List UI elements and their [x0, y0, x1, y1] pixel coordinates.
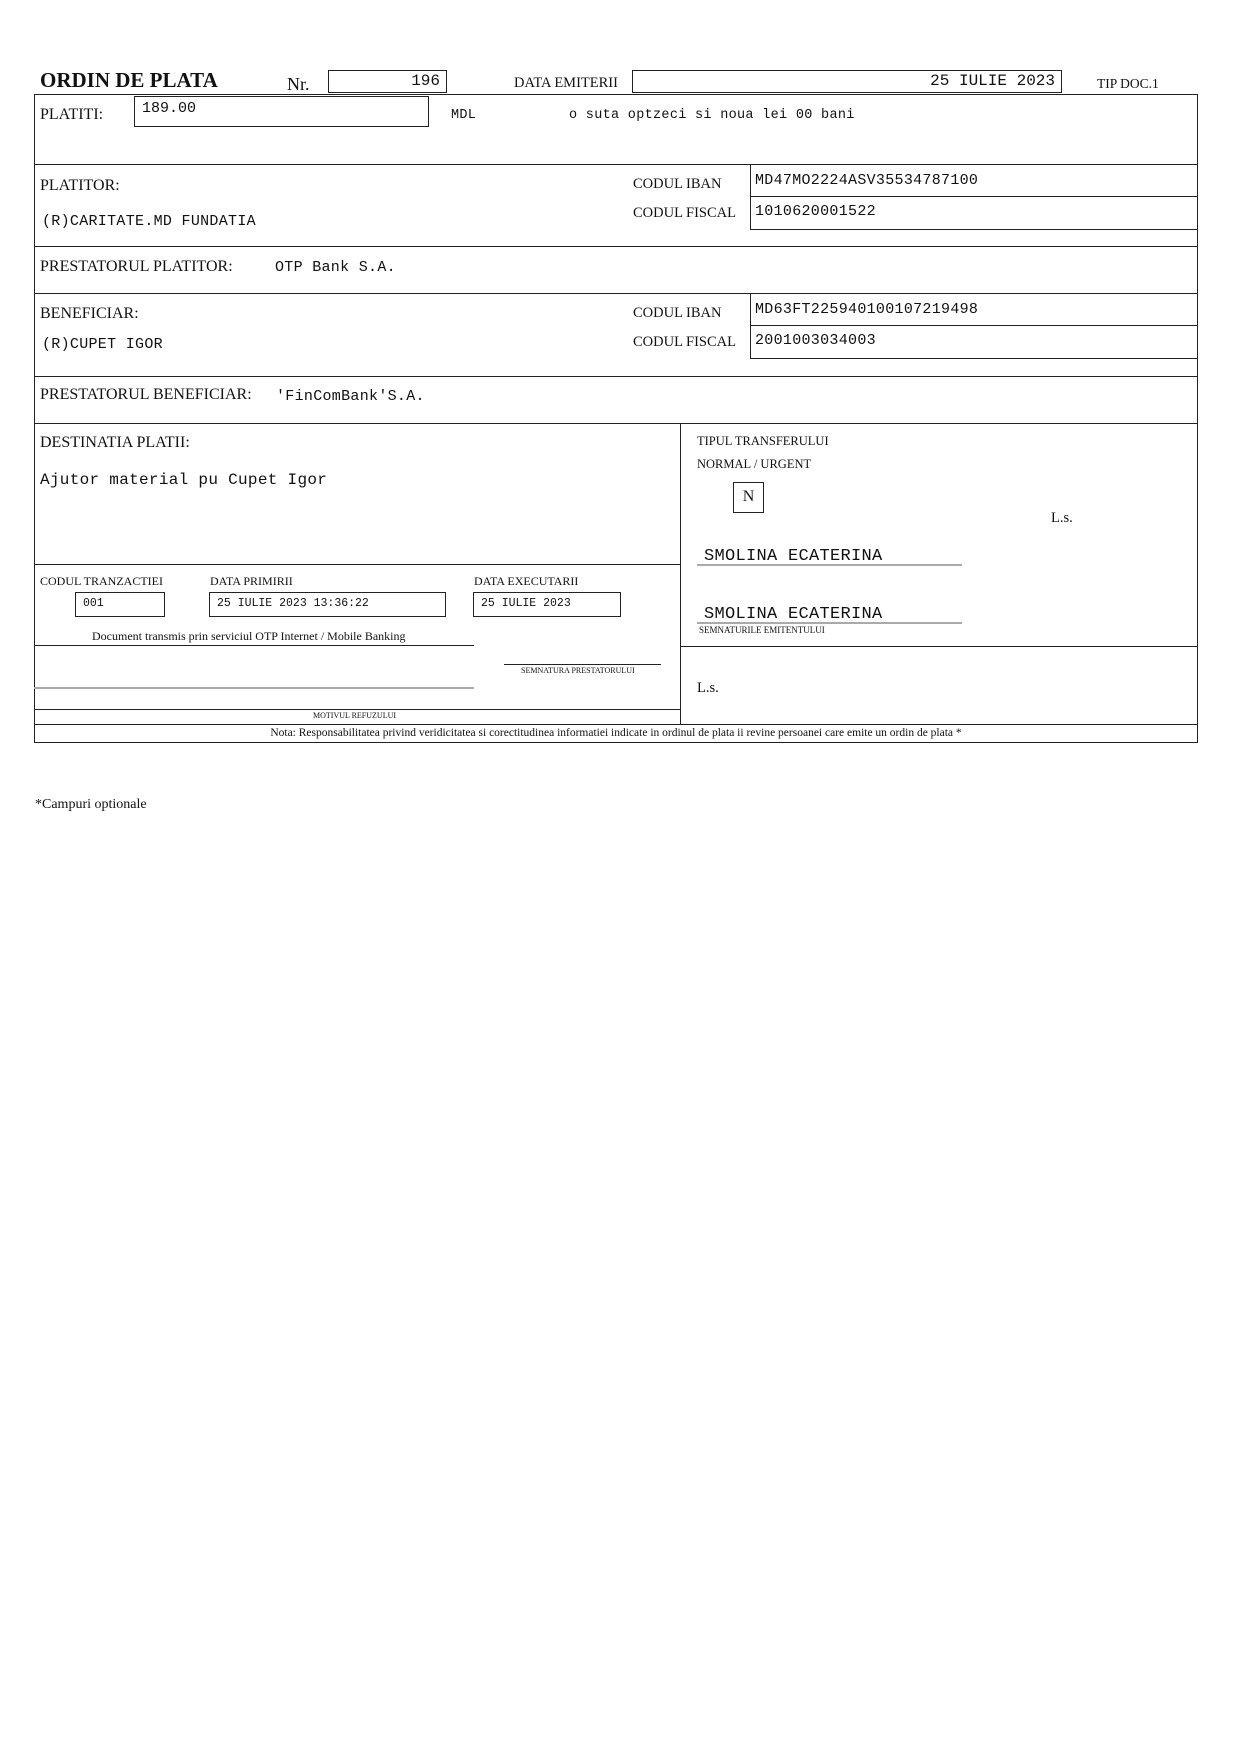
payer-fiscal-value: 1010620001522	[755, 203, 876, 220]
stamp-label: L.s.	[1051, 510, 1073, 526]
divider	[34, 246, 1198, 247]
beneficiary-provider-label: PRESTATORUL BENEFICIAR:	[40, 386, 252, 403]
signature-line	[697, 622, 962, 624]
executed-date-value: 25 IULIE 2023	[481, 597, 571, 610]
signature-name-1: SMOLINA ECATERINA	[704, 547, 883, 566]
provider-signature-label: SEMNATURA PRESTATORULUI	[521, 666, 635, 675]
transfer-type-label: TIPUL TRANSFERULUI	[697, 434, 829, 448]
doc-type-label: TIP DOC.1	[1097, 76, 1159, 91]
signature-line	[34, 687, 474, 689]
divider	[34, 423, 1198, 424]
amount-field	[134, 96, 429, 127]
optional-fields-note: *Campuri optionale	[35, 797, 147, 812]
divider	[680, 423, 681, 724]
beneficiary-provider-value: 'FinComBank'S.A.	[276, 388, 425, 405]
divider	[680, 646, 1198, 647]
payer-iban-value: MD47MO2224ASV35534787100	[755, 172, 979, 189]
beneficiary-fiscal-value: 2001003034003	[755, 332, 876, 349]
divider	[34, 709, 680, 710]
payer-iban-label: CODUL IBAN	[633, 176, 722, 192]
divider	[34, 376, 1198, 377]
payer-label: PLATITOR:	[40, 177, 120, 194]
destination-value: Ajutor material pu Cupet Igor	[40, 471, 328, 489]
signature-name-2: SMOLINA ECATERINA	[704, 605, 883, 624]
divider	[750, 229, 1198, 230]
payment-label: PLATITI:	[40, 106, 104, 123]
received-date-label: DATA PRIMIRII	[210, 574, 293, 588]
payer-provider-label: PRESTATORUL PLATITOR:	[40, 258, 233, 275]
number-value: 196	[411, 72, 440, 90]
executed-date-label: DATA EXECUTARII	[474, 574, 579, 588]
received-date-value: 25 IULIE 2023 13:36:22	[217, 597, 369, 610]
issuer-signatures-label: SEMNATURILE EMITENTULUI	[699, 625, 825, 635]
beneficiary-name-value: (R)CUPET IGOR	[42, 336, 163, 353]
beneficiary-fiscal-label: CODUL FISCAL	[633, 334, 736, 350]
divider	[750, 358, 1198, 359]
amount-value: 189.00	[142, 100, 197, 117]
divider	[34, 293, 1198, 294]
signature-line	[697, 564, 962, 566]
amount-words-value: o suta optzeci si noua lei 00 bani	[569, 108, 855, 123]
number-field	[328, 70, 447, 93]
transfer-mode-field	[733, 482, 764, 513]
transmitted-note: Document transmis prin serviciul OTP Internet / Mobile Banking	[92, 629, 406, 643]
beneficiary-iban-value: MD63FT225940100107219498	[755, 301, 979, 318]
divider	[34, 164, 1198, 165]
payer-fiscal-label: CODUL FISCAL	[633, 205, 736, 221]
transaction-code-value: 001	[83, 597, 104, 610]
provider-signature-line	[504, 664, 661, 665]
divider	[34, 724, 1198, 725]
divider	[34, 645, 474, 646]
responsibility-note: Nota: Responsabilitatea privind veridicitatea si corectitudinea informatiei indicate in ordinul de plata ii revine persoanei care emite un ordin de plata *	[270, 727, 962, 739]
divider	[34, 564, 680, 565]
divider	[750, 196, 1198, 197]
beneficiary-label: BENEFICIAR:	[40, 305, 139, 322]
document-title: ORDIN DE PLATA	[40, 68, 218, 92]
payer-name-value: (R)CARITATE.MD FUNDATIA	[42, 213, 256, 230]
destination-label: DESTINATIA PLATII:	[40, 434, 190, 451]
refusal-reason-label: MOTIVUL REFUZULUI	[313, 711, 397, 720]
transaction-code-field	[75, 592, 165, 617]
issue-date-field	[632, 70, 1062, 93]
executed-date-field	[473, 592, 621, 617]
transfer-mode-value: N	[742, 488, 755, 505]
beneficiary-iban-label: CODUL IBAN	[633, 305, 722, 321]
received-date-field	[209, 592, 446, 617]
currency-value: MDL	[451, 108, 477, 123]
issue-date-value: 25 IULIE 2023	[930, 72, 1055, 90]
number-label: Nr.	[287, 74, 310, 94]
issue-date-label: DATA EMITERII	[514, 75, 618, 91]
payer-provider-value: OTP Bank S.A.	[275, 259, 396, 276]
transfer-mode-label: NORMAL / URGENT	[697, 457, 812, 471]
divider	[750, 325, 1198, 326]
transaction-code-label: CODUL TRANZACTIEI	[40, 574, 163, 588]
stamp-label-2: L.s.	[697, 680, 719, 696]
